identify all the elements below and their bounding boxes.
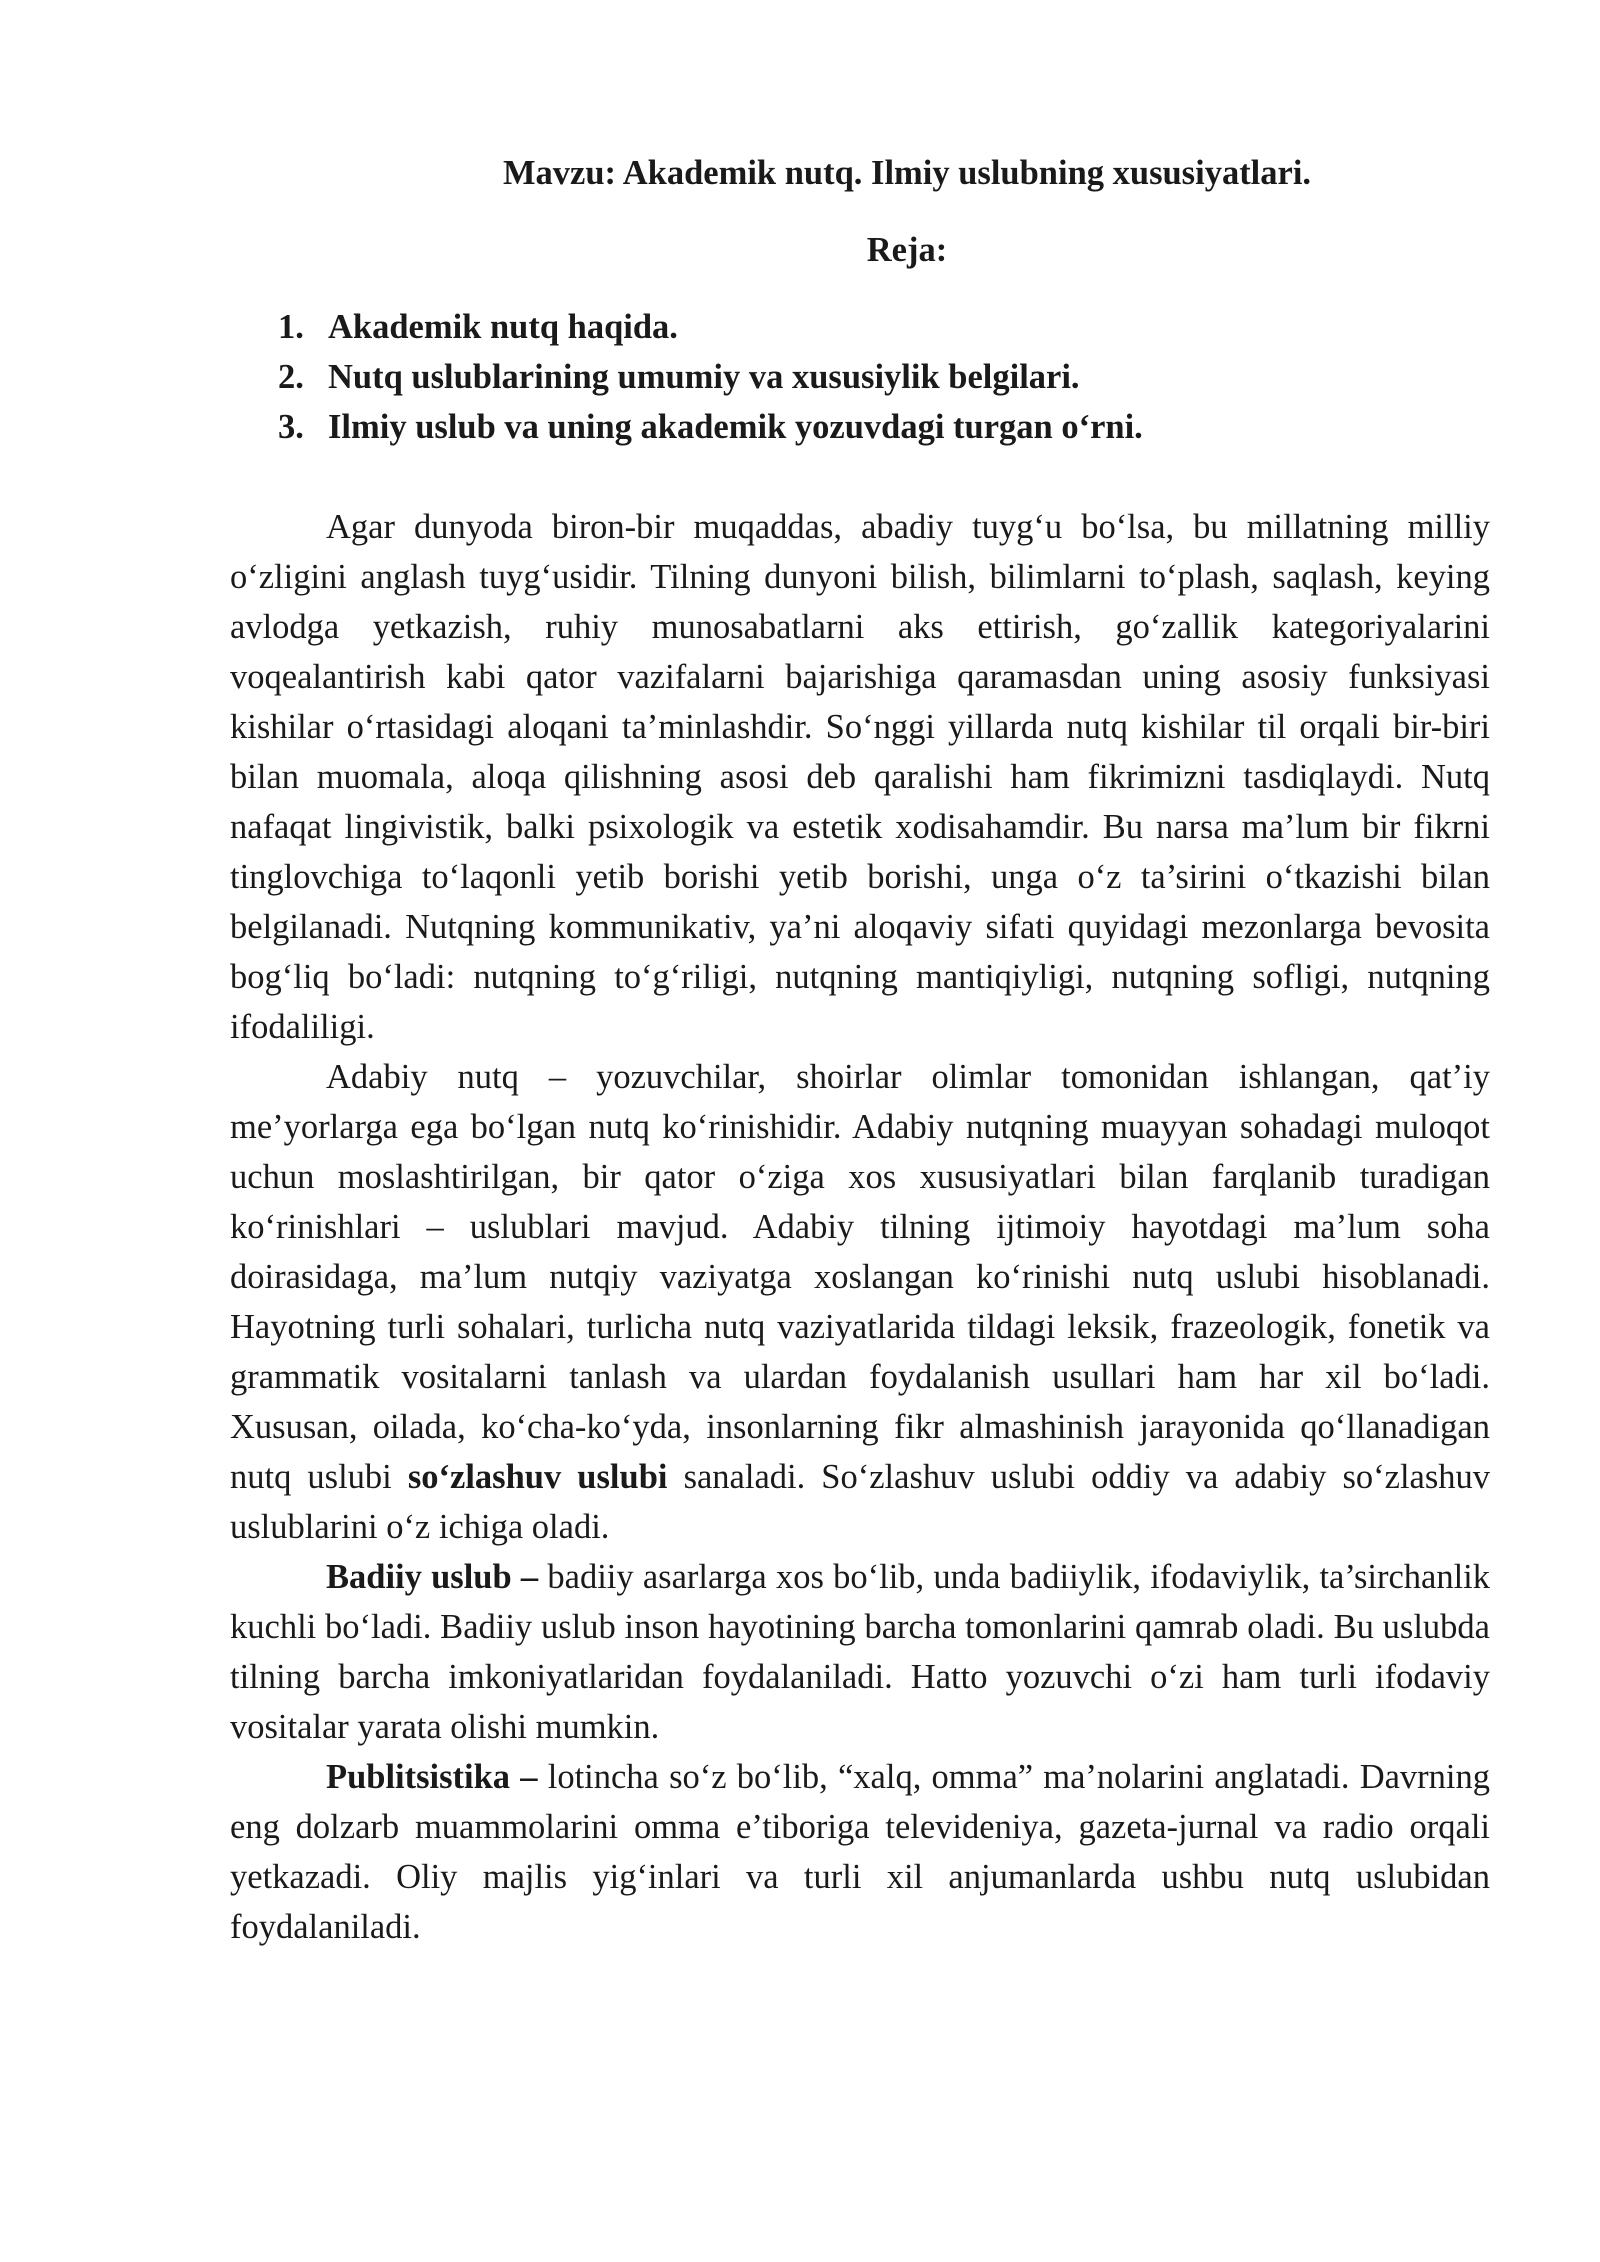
body-text <box>230 502 1490 1952</box>
plan-item <box>230 402 1490 452</box>
paragraph-adabiy-nutq <box>230 1052 1490 1552</box>
plan-item-text: Akademik nutq haqida. <box>328 308 678 346</box>
plan-item <box>230 302 1490 352</box>
plan-item-text: Nutq uslublarining umumiy va xususiylik belgilari. <box>328 358 1080 396</box>
plan-heading: Reja: <box>866 231 948 269</box>
term-sozlashuv-uslubi: so‘zlashuv uslubi <box>407 1458 668 1496</box>
paragraph-text: badiiy asarlarga xos bo‘lib, unda badiiylik, ifodaviylik, ta’sirchanlik kuchli bo‘ladi. Badiiy uslub inson hayotining barcha tomonlarini qamrab oladi. Bu uslubda tilning barcha imkoniyatlaridan foydalaniladi. Hatto yozuvchi o‘zi ham turli ifodaviy vositalar yarata olishi mumkin. <box>230 1558 1490 1746</box>
document-title: Mavzu: Akademik nutq. Ilmiy uslubning xususiyatlari. <box>502 154 1312 192</box>
paragraph-text: lotincha so‘z bo‘lib, “xalq, omma” ma’nolarini anglatadi. Davrning eng dolzarb muammolarini omma e’tiboriga televideniya, gazeta-jurnal va radio orqali yetkazadi. Oliy majlis yig‘inlari va turli xil anjumanlarda ushbu nutq uslubidan foydalaniladi. <box>230 1758 1491 1946</box>
paragraph-intro: Agar dunyoda biron-bir muqaddas, abadiy tuyg‘u bo‘lsa, bu millatning milliy o‘zligini anglash tuyg‘usidir. Tilning dunyoni bilish, bilimlarni to‘plash, saqlash, keying avlodga yetkazish, ruhiy munosabatlarni aks ettirish, go‘zallik kategoriyalarini voqealantirish kabi qator vazifalarni bajarishiga qaramasdan uning asosiy funksiyasi kishilar o‘rtasidagi aloqani ta’minlashdir. So‘nggi yillarda nutq kishilar til orqali bir-biri bilan muomala, aloqa qilishning asosi deb qaralishi ham fikrimizni tasdiqlaydi. Nutq nafaqat lingivistik, balki psixologik va estetik xodisahamdir. Bu narsa ma’lum bir fikrni tinglovchiga to‘laqonli yetib borishi yetib borishi, unga o‘z ta’sirini o‘tkazishi bilan belgilanadi. Nutqning kommunikativ, ya’ni aloqaviy sifati quyidagi mezonlarga bevosita bog‘liq bo‘ladi: nutqning to‘g‘riligi, nutqning mantiqiyligi, nutqning sofligi, nutqning ifodaliligi. <box>230 508 1490 1046</box>
plan-item-number: 1. <box>278 308 304 346</box>
paragraph-text: Adabiy nutq – yozuvchilar, shoirlar olimlar tomonidan ishlangan, qat’iy me’yorlarga ega bo‘lgan nutq ko‘rinishidir. Adabiy nutqning muayyan sohadagi muloqot uchun moslashtirilgan, bir qator o‘ziga xos xususiyatlari bilan farqlanib turadigan ko‘rinishlari – uslublari mavjud. Adabiy tilning ijtimoiy hayotdagi ma’lum soha doirasidaga, ma’lum nutqiy vaziyatga xoslangan ko‘rinishi nutq uslubi hisoblanadi. Hayotning turli sohalari, turlicha nutq vaziyatlarida tildagi leksik, frazeologik, fonetik va grammatik vositalarni tanlash va ulardan foydalanish usullari ham har xil bo‘ladi. Xususan, oilada, ko‘cha-ko‘yda, insonlarning fikr almashinish jarayonida qo‘llanadigan nutq uslubi <box>230 1058 1490 1496</box>
plan-item <box>230 352 1490 402</box>
term-badiiy-uslub: Badiiy uslub – <box>326 1558 539 1596</box>
plan-item-text: Ilmiy uslub va uning akademik yozuvdagi turgan o‘rni. <box>328 408 1143 446</box>
document-page <box>230 148 1490 1952</box>
term-publitsistika: Publitsistika – <box>326 1758 538 1796</box>
paragraph-badiiy-uslub <box>230 1552 1490 1752</box>
plan-list <box>230 302 1490 452</box>
paragraph-publitsistika <box>230 1752 1490 1952</box>
paragraph-text: sanaladi. So‘zlashuv uslubi oddiy va adabiy so‘zlashuv uslublarini o‘z ichiga oladi. <box>230 1458 1491 1546</box>
plan-item-number: 3. <box>278 408 304 446</box>
plan-item-number: 2. <box>278 358 304 396</box>
